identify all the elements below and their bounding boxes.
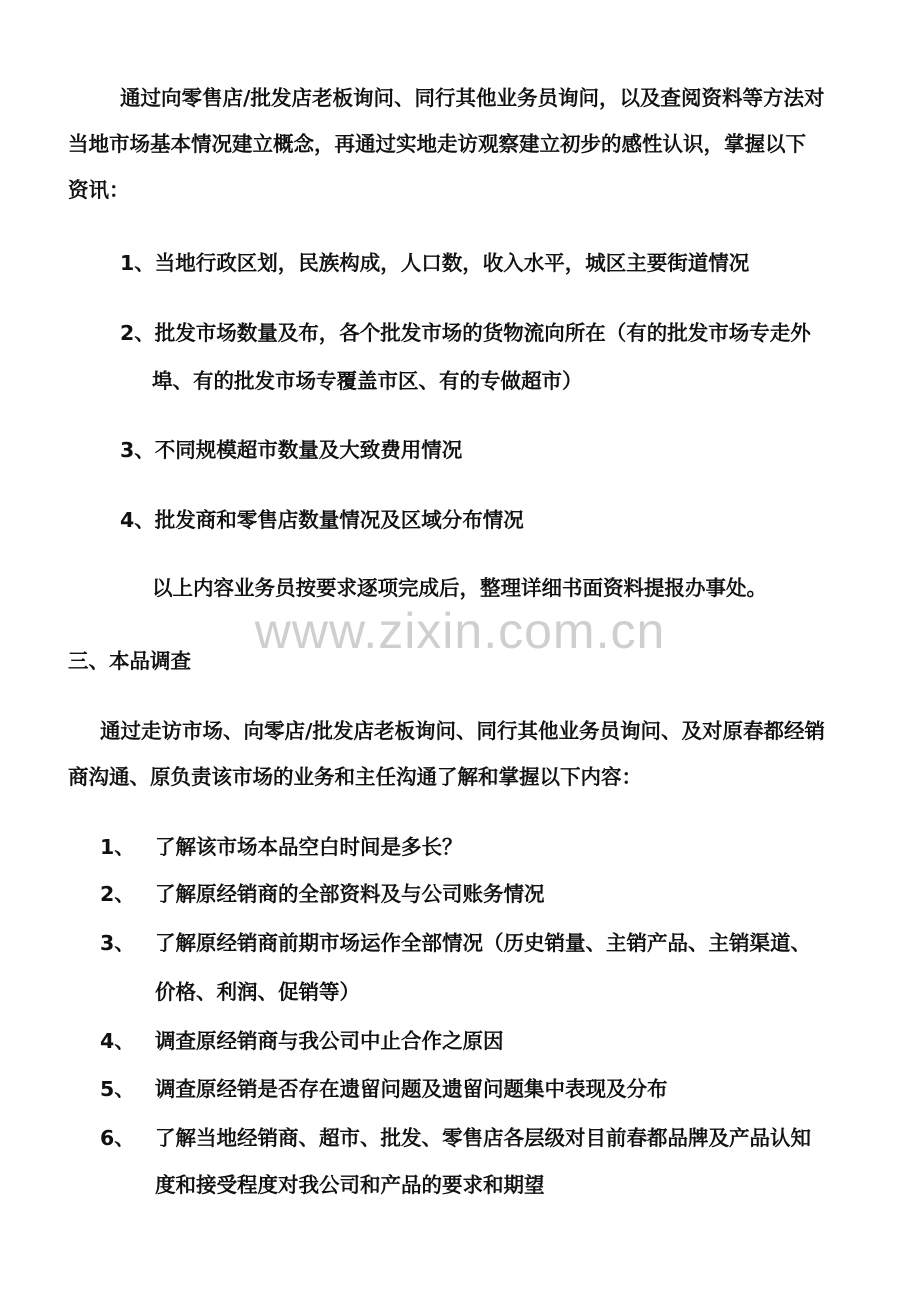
survey-item-4: 调查原经销商与我公司中止合作之原因 — [155, 1029, 504, 1053]
survey-item-6-number: 6、 — [100, 1126, 135, 1150]
intro-line-2: 当地市场基本情况建立概念，再通过实地走访观察建立初步的感性认识，掌握以下 — [68, 132, 806, 156]
market-item-2: 2、批发市场数量及布，各个批发市场的货物流向所在（有的批发市场专走外 — [120, 321, 811, 345]
market-item-2-cont: 埠、有的批发市场专覆盖市区、有的专做超市） — [152, 369, 583, 393]
survey-item-3: 了解原经销商前期市场运作全部情况（历史销量、主销产品、主销渠道、 — [155, 931, 811, 955]
survey-item-3-cont: 价格、利润、促销等） — [155, 980, 360, 1004]
survey-item-5-number: 5、 — [100, 1077, 135, 1101]
closing-note: 以上内容业务员按要求逐项完成后，整理详细书面资料提报办事处。 — [152, 576, 767, 600]
section-heading: 三、本品调查 — [68, 649, 191, 673]
intro-line-1: 通过向零售店/批发店老板询问、同行其他业务员询问，以及查阅资料等方法对 — [120, 86, 825, 110]
intro-line-3: 资讯： — [68, 178, 130, 202]
survey-item-1-number: 1、 — [100, 835, 135, 859]
survey-item-6-cont: 度和接受程度对我公司和产品的要求和期望 — [155, 1173, 545, 1197]
survey-item-1: 了解该市场本品空白时间是多长？ — [155, 835, 463, 859]
market-item-3: 3、不同规模超市数量及大致费用情况 — [120, 438, 463, 462]
survey-item-5: 调查原经销是否存在遗留问题及遗留问题集中表现及分布 — [155, 1077, 668, 1101]
survey-item-2: 了解原经销商的全部资料及与公司账务情况 — [155, 882, 545, 906]
section-intro-line-2: 商沟通、原负责该市场的业务和主任沟通了解和掌握以下内容： — [68, 765, 642, 789]
survey-item-3-number: 3、 — [100, 931, 135, 955]
market-item-1: 1、当地行政区划，民族构成，人口数，收入水平，城区主要街道情况 — [120, 251, 750, 275]
watermark: www.zixin.com.cn — [254, 603, 666, 659]
survey-item-4-number: 4、 — [100, 1029, 135, 1053]
survey-item-2-number: 2、 — [100, 882, 135, 906]
survey-item-6: 了解当地经销商、超市、批发、零售店各层级对目前春都品牌及产品认知 — [155, 1126, 811, 1150]
market-item-4: 4、批发商和零售店数量情况及区域分布情况 — [120, 508, 524, 532]
section-intro-line-1: 通过走访市场、向零店/批发店老板询问、同行其他业务员询问、及对原春都经销 — [100, 719, 825, 743]
